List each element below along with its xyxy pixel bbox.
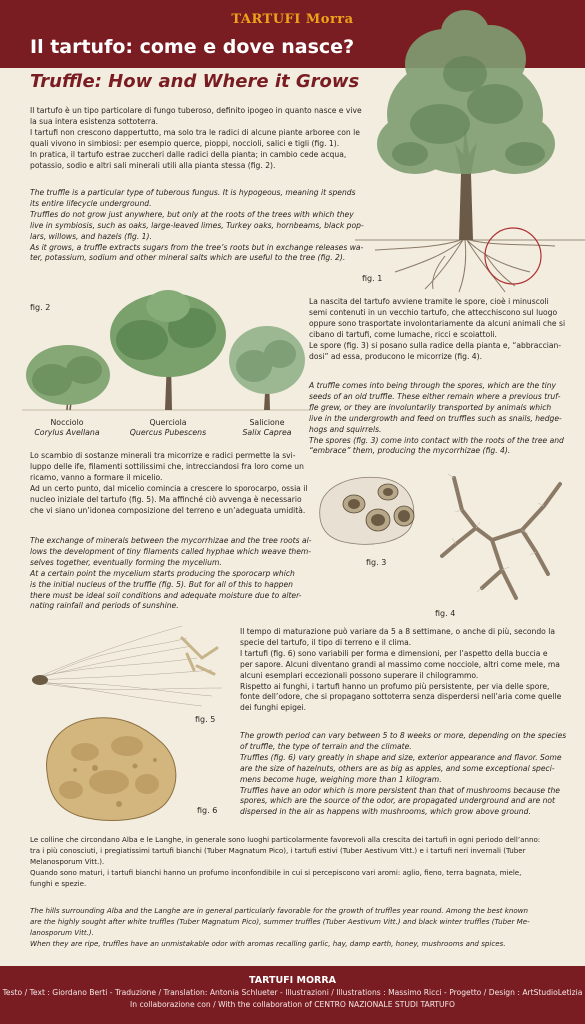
text-line: The exchange of minerals between the mycorrhizae and the tree roots al-: [30, 536, 312, 545]
spores-text-en: [309, 381, 579, 457]
footer-title: TARTUFI MORRA: [248, 975, 337, 986]
text-line: Ad un certo punto, dal micelio comincia a crescere lo sporocarpo, ossia il: [30, 483, 308, 493]
text-line: ter, potassium, sodium and other mineral salts which are useful to the tree (fig. 2).: [30, 253, 346, 263]
text-line: dispersed in the air as happens with mushrooms, which grow above ground.: [240, 807, 531, 817]
text-line: Truffles (fig. 6) vary greatly in shape and size, exterior appearance and flavor. Some: [240, 752, 562, 762]
text-line: In pratica, il tartufo estrae zuccheri dalle radici della pianta; in cambio cede acqua,: [30, 149, 347, 159]
text-line: lanosporum Vitt.).: [30, 927, 94, 937]
oak-tree-icon: [110, 290, 226, 410]
tree-label-hazel: [22, 418, 112, 438]
footer-bar: [0, 966, 585, 1024]
hazel-shrub-icon: [26, 345, 110, 410]
text-line: Lo scambio di sostanze minerali tra micorrize e radici permette la svi-: [30, 451, 296, 460]
fig2-caption: fig. 2: [30, 303, 51, 312]
text-line: dosi” ad essa, producono le micorrize (fig. 4).: [309, 351, 482, 361]
text-line: ricamo, vanno a formare il micelio.: [30, 472, 163, 482]
alba-langhe-text-en: [30, 906, 560, 950]
text-line: Melanosporum Vitt.).: [30, 856, 105, 866]
text-line: dei funghi epigei.: [240, 703, 307, 713]
text-line: The hills surrounding Alba and the Langhe are in general particularly favorable for the growth of truffles year round. Among the best known: [30, 906, 528, 915]
text-line: Le colline che circondano Alba e le Langhe, in generale sono luoghi particolarmente favorevoli alla crescita dei tartufi in ogni periodo dell’anno:: [30, 835, 541, 844]
tree-latin-name: Salix Caprea: [242, 428, 292, 437]
fig6-caption: fig. 6: [197, 806, 218, 815]
willow-tree-icon: [229, 326, 305, 410]
text-line: Rispetto ai funghi, i tartufi hanno un profumo più persistente, per via delle spore,: [240, 681, 550, 691]
fig5-hyphae-illustration: [22, 618, 232, 713]
tree-latin-name: Corylus Avellana: [34, 428, 100, 437]
text-line: lars, willows, and hazels (fig. 1).: [30, 231, 152, 241]
text-line: Il tartufo è un tipo particolare di fungo tuberoso, definito ipogeo in quanto nasce e vive: [30, 106, 362, 115]
text-line: semi contenuti in un vecchio tartufo, che attecchiscono sul luogo: [309, 307, 558, 317]
text-line: A truffle comes into being through the spores, which are the tiny: [309, 381, 557, 390]
footer-collaboration: In collaborazione con / With the collaboration of CENTRO NAZIONALE STUDI TARTUFO: [130, 1000, 455, 1009]
text-line: When they are ripe, truffles have an unmistakable odor with aromas recalling garlic, hay, damp earth, honey, mushrooms and spices.: [30, 938, 506, 948]
maturation-text-en: [240, 731, 580, 818]
tree-latin-name: Quercus Pubescens: [129, 428, 207, 437]
text-line: are the highly sought after white truffles (Tuber Magnatum Pico), summer truffles (Tuber Aestivum Vitt.) and black winter truffles (Tuber Me-: [30, 916, 530, 926]
tree-label-willow: [222, 418, 312, 438]
tree-name: Querciola: [149, 418, 187, 427]
text-line: nating rainfall and periods of sunshine.: [30, 601, 179, 611]
fig1-caption: fig. 1: [362, 274, 383, 283]
text-line: The growth period can vary between 5 to 8 weeks or more, depending on the species: [240, 731, 567, 740]
text-line: is the initial nucleus of the truffle (fig. 5). But for all of this to happen: [30, 579, 293, 589]
fig3-spores-illustration: [312, 468, 422, 550]
intro-text-en: [30, 188, 364, 264]
spores-text-it: [309, 297, 579, 362]
text-line: The truffle is a particular type of tuberous fungus. It is hypogeous, meaning it spends: [30, 188, 356, 197]
text-line: lows the development of tiny filaments called hyphae which weave them-: [30, 546, 312, 556]
fig2-trees-illustration: [22, 280, 312, 415]
text-line: hogs and squirrels.: [309, 424, 382, 434]
text-line: fonte dell’odore, che si propagano sottoterra senza disperdersi nell’aria come quelle: [240, 692, 562, 702]
fig5-caption: fig. 5: [195, 715, 216, 724]
text-line: selves together, eventually forming the mycelium.: [30, 557, 222, 567]
text-line: are the size of hazelnuts, others are as big as apples, and some exceptional speci-: [240, 763, 555, 773]
text-line: la sua intera esistenza sottoterra.: [30, 116, 159, 126]
text-line: alcuni esemplari eccezionali possono superare il chilogrammo.: [240, 670, 479, 680]
text-line: Truffles do not grow just anywhere, but only at the roots of the trees with which they: [30, 209, 354, 219]
intro-text-it: [30, 106, 362, 171]
text-line: oppure sono trasportate involontariamente da alcuni animali che si: [309, 318, 566, 328]
text-line: funghi e spezie.: [30, 878, 87, 888]
text-line: Truffles have an odor which is more persistent than that of mushrooms because the: [240, 785, 560, 795]
text-line: its entire lifecycle underground.: [30, 198, 152, 208]
text-line: spores, which are the source of the odor, are propagated underground and are not: [240, 796, 556, 806]
fig6-truffle-illustration: [35, 712, 185, 824]
text-line: luppo delle ife, filamenti sottilissimi che, intrecciandosi fra loro come un: [30, 461, 304, 471]
text-line: La nascita del tartufo avviene tramite le spore, cioè i minuscoli: [309, 297, 549, 306]
text-line: che vi siano un’idonea composizione del terreno e un’adeguata umidità.: [30, 505, 306, 515]
text-line: cibano di tartufi, come lumache, ricci e scoiattoli.: [309, 329, 497, 339]
text-line: Quando sono maturi, i tartufi bianchi hanno un profumo inconfondibile in cui si percepiscono vari aromi: aglio, fieno, terra bagnata, miele,: [30, 867, 522, 877]
tree-name: Salicione: [249, 418, 285, 427]
text-line: “embrace” them, producing the mycorrhizae (fig. 4).: [309, 446, 511, 456]
text-line: mens become huge, weighing more than 1 kilogram.: [240, 774, 442, 784]
text-line: seeds of an old truffle. These either remain where a previous truf-: [309, 391, 561, 401]
text-line: I tartufi (fig. 6) sono variabili per forma e dimensioni, per l’aspetto della buccia e: [240, 648, 548, 658]
text-line: The spores (fig. 3) come into contact with the roots of the tree and: [309, 435, 564, 445]
text-line: As it grows, a truffle extracts sugars from the tree’s roots but in exchange releases wa-: [30, 242, 364, 252]
fig4-mycorrhizae-illustration: [432, 470, 572, 610]
maturation-text-it: [240, 627, 580, 714]
text-line: At a certain point the mycelium starts producing the sporocarp which: [30, 568, 295, 578]
text-line: live in the undergrowth and feed on truffles such as snails, hedge-: [309, 413, 562, 423]
footer-credits: Testo / Text : Giordano Berti - Traduzione / Translation: Antonia Schlueter - Illustrazioni / Illustrations : Massimo Ricci - Progetto / Design : ArtStudioLetizia: [2, 988, 583, 997]
text-line: there must be ideal soil conditions and adequate moisture due to alter-: [30, 590, 302, 600]
mycelium-text-it: [30, 451, 310, 516]
mycelium-text-en: [30, 536, 310, 612]
text-line: per sapore. Alcuni diventano grandi al massimo come nocciole, altri come mele, ma: [240, 659, 560, 669]
text-line: tra i più conosciuti, i pregiatissimi tartufi bianchi (Tuber Magnatum Pico), i tartufi estivi (Tuber Aestivum Vitt.) e i tartufi neri invernali (Tuber: [30, 845, 526, 855]
fig3-caption: fig. 3: [366, 558, 387, 567]
text-line: specie del tartufo, il tipo di terreno e il clima.: [240, 637, 412, 647]
text-line: fle grew, or they are involuntarily transported by animals which: [309, 402, 552, 412]
text-line: I tartufi non crescono dappertutto, ma solo tra le radici di alcune piante arboree con le: [30, 127, 360, 137]
tree-label-oak: [118, 418, 218, 438]
text-line: live in symbiosis, such as oaks, large-leaved limes, Turkey oaks, hornbeams, black pop-: [30, 220, 364, 230]
text-line: potassio, sodio e altri sali minerali utili alla pianta stessa (fig. 2).: [30, 160, 276, 170]
text-line: nucleo iniziale del tartufo (fig. 5). Ma affinché ciò avvenga è necessario: [30, 494, 302, 504]
fig1-oak-tree-illustration: [355, 4, 585, 294]
fig4-caption: fig. 4: [435, 609, 456, 618]
brand-logo: TARTUFI Morra: [231, 12, 354, 27]
text-line: Le spore (fig. 3) si posano sulla radice della pianta e, “abbraccian-: [309, 340, 562, 350]
page-title: Il tartufo: come e dove nasce?: [30, 36, 355, 58]
alba-langhe-text-it: [30, 835, 560, 890]
text-line: Il tempo di maturazione può variare da 5 a 8 settimane, o anche di più, secondo la: [240, 627, 555, 636]
tree-name: Nocciolo: [50, 418, 84, 427]
page-subtitle: Truffle: How and Where it Grows: [30, 71, 360, 92]
text-line: of truffle, the type of terrain and the climate.: [240, 741, 412, 751]
text-line: quali vivono in simbiosi: per esempio querce, pioppi, noccioli, salici e tigli (fig. 1).: [30, 138, 340, 148]
